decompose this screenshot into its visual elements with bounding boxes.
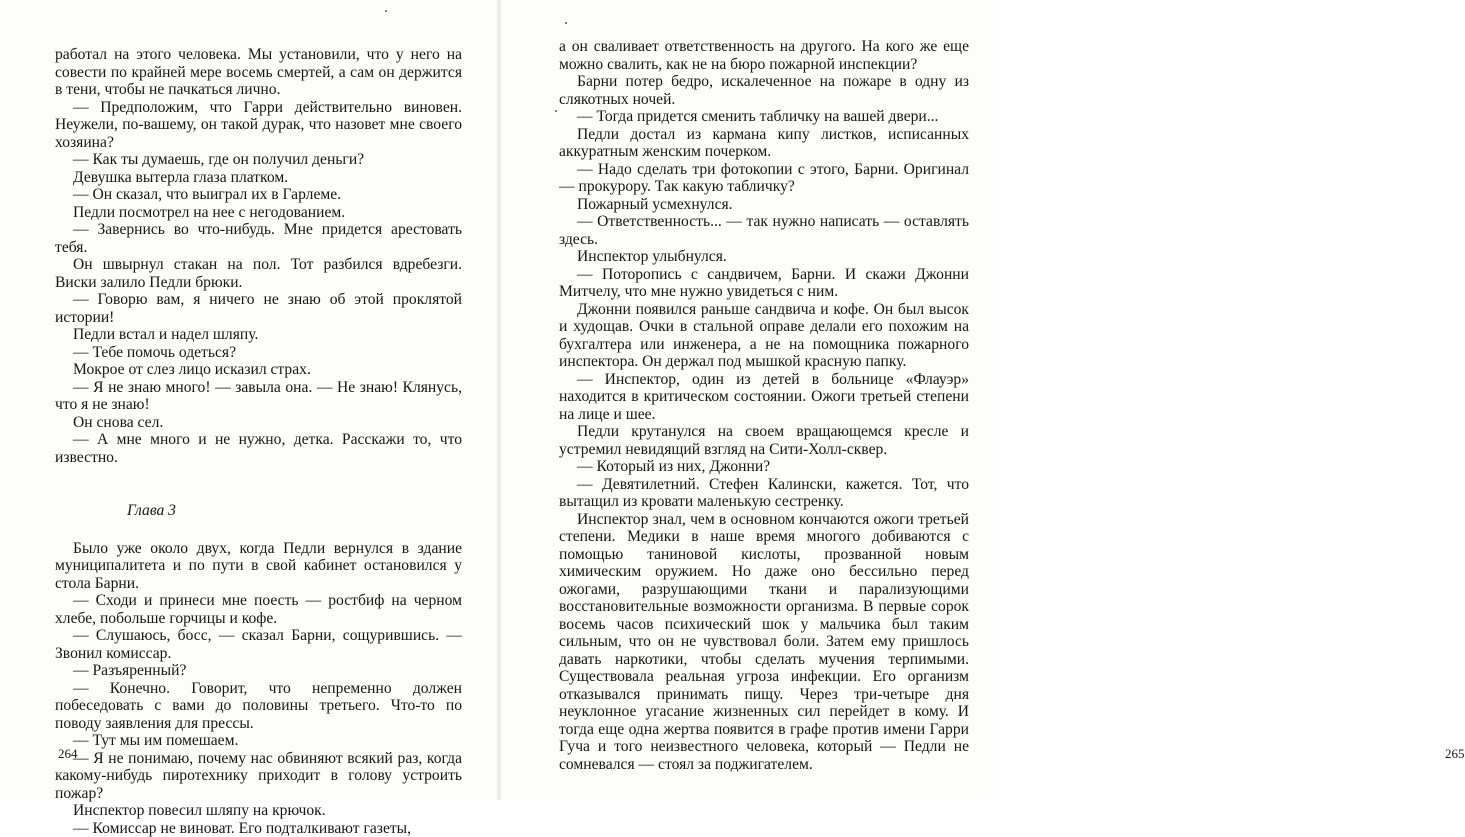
paragraph: — Комиссар не виноват. Его подталкивают газеты, [55, 820, 462, 837]
paragraph: Педли достал из кармана кипу листков, исписанных аккуратным женским почерком. [559, 126, 969, 161]
paragraph: — Разъяренный? [55, 662, 462, 680]
paragraph: а он сваливает ответственность на другого. На кого же еще можно свалить, как не на бюро пожарной инспекции? [559, 38, 969, 73]
left-text-top [55, 46, 462, 466]
paragraph: Было уже около двух, когда Педли вернулся в здание муниципалитета и по пути в свой кабинет остановился у стола Барни. [55, 540, 462, 593]
paragraph: Педли встал и надел шляпу. [55, 326, 462, 344]
paragraph: — Инспектор, один из детей в больнице «Флауэр» находится в критическом состоянии. Ожоги третьей степени на лице и шее. [559, 371, 969, 424]
paragraph: — Он сказал, что выиграл их в Гарлеме. [55, 186, 462, 204]
paragraph: Барни потер бедро, искалеченное на пожаре в одну из слякотных ночей. [559, 73, 969, 108]
paragraph: — А мне много и не нужно, детка. Расскажи то, что известно. [55, 431, 462, 466]
paragraph: — Предположим, что Гарри действительно виновен. Неужели, по-вашему, он такой дурак, что назовет мне своего хозяина? [55, 99, 462, 152]
right-page [499, 0, 998, 800]
chapter-heading: Глава 3 [55, 502, 462, 520]
paragraph: Джонни появился раньше сандвича и кофе. Он был высок и худощав. Очки в стальной оправе делали его похожим на бухгалтера или инженера, а не на помощника пожарного инспектора. Он держал под мышкой красную папку. [559, 301, 969, 371]
paragraph: Инспектор повесил шляпу на крючок. [55, 802, 462, 820]
paragraph: Он швырнул стакан на пол. Тот разбился вдребезги. Виски залило Педли брюки. [55, 256, 462, 291]
paragraph: Мокрое от слез лицо исказил страх. [55, 361, 462, 379]
paragraph: — Завернись во что-нибудь. Мне придется арестовать тебя. [55, 221, 462, 256]
paragraph: — Девятилетний. Стефен Калински, кажется. Тот, что вытащил из кровати маленькую сестренку. [559, 476, 969, 511]
paragraph: — Конечно. Говорит, что непременно должен побеседовать с вами до половины третьего. Что-то по поводу заявления для прессы. [55, 680, 462, 733]
page-number-left: 264 [58, 746, 78, 762]
paragraph: работал на этого человека. Мы установили, что у него на совести по крайней мере восемь смертей, а сам он держится в тени, чтобы не пачкаться лично. [55, 46, 462, 99]
paragraph: Пожарный усмехнулся. [559, 196, 969, 214]
paragraph: — Ответственность... — так нужно написать — оставлять здесь. [559, 213, 969, 248]
paragraph: — Слушаюсь, босс, — сказал Барни, сощурившись. — Звонил комиссар. [55, 627, 462, 662]
paragraph: — Надо сделать три фотокопии с этого, Барни. Оригинал — прокурору. Так какую табличку? [559, 161, 969, 196]
paragraph: Он снова сел. [55, 414, 462, 432]
paragraph: — Который из них, Джонни? [559, 458, 969, 476]
paragraph: Педли посмотрел на нее с негодованием. [55, 204, 462, 222]
left-text-bottom [55, 540, 462, 837]
paragraph: Девушка вытерла глаза платком. [55, 169, 462, 187]
paragraph: — Я не понимаю, почему нас обвиняют всякий раз, когда какому-нибудь пиротехнику приходит в голову устроить пожар? [55, 750, 462, 803]
paragraph: Педли крутанулся на своем вращающемся кресле и устремил невидящий взгляд на Сити-Холл-сквер. [559, 423, 969, 458]
paragraph: — Говорю вам, я ничего не знаю об этой проклятой истории! [55, 291, 462, 326]
print-speck [385, 10, 387, 12]
left-text-column [55, 46, 462, 837]
paragraph: — Тогда придется сменить табличку на вашей двери... [559, 108, 969, 126]
paragraph: Инспектор знал, чем в основном кончаются ожоги третьей степени. Медики в наше время многого добиваются с помощью таниновой кислоты, прозванной новым химическим оружием. Но даже оно бессильно перед ожогами, разрушающими ткани и парализующими восстановительные возможности организма. В первые сорок восемь часов психический шок у мальчика был таким сильным, что он не чувствовал боли. Затем ему пришлось давать наркотики, чтобы сделать мучения терпимыми. Существовала реальная угроза инфекции. Его организм отказывался принимать пищу. Через три-четыре дня неуклонное угасание жизненных сил перейдет в кому. И тогда еще одна жертва появится в графе против имени Гарри Гуча и того неизвестного человека, который — Педли не сомневался — стоял за поджигателем. [559, 511, 969, 774]
paragraph: — Как ты думаешь, где он получил деньги? [55, 151, 462, 169]
paragraph: — Я не знаю много! — завыла она. — Не знаю! Клянусь, что я не знаю! [55, 379, 462, 414]
paragraph: — Тебе помочь одеться? [55, 344, 462, 362]
print-speck [565, 22, 567, 24]
print-speck [555, 110, 557, 112]
right-text-body [559, 38, 969, 773]
paragraph: Инспектор улыбнулся. [559, 248, 969, 266]
paragraph: — Тут мы им помешаем. [55, 732, 462, 750]
right-text-column [559, 38, 969, 773]
left-page [0, 0, 499, 800]
paragraph: — Сходи и принеси мне поесть — ростбиф на черном хлебе, побольше горчицы и кофе. [55, 592, 462, 627]
paragraph: — Поторопись с сандвичем, Барни. И скажи Джонни Митчелу, что мне нужно увидеться с ним. [559, 266, 969, 301]
page-number-right: 265 [1445, 746, 1465, 762]
